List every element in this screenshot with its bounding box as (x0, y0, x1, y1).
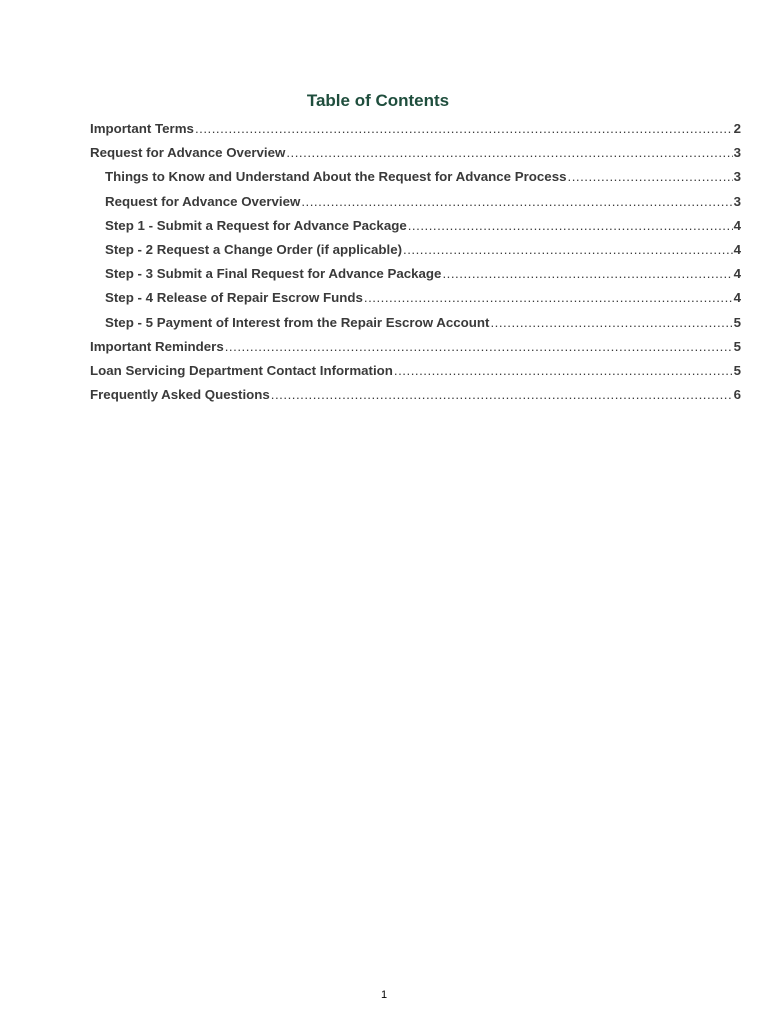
toc-dot-leader (225, 335, 733, 359)
toc-entry-label: Step - 4 Release of Repair Escrow Funds (105, 290, 363, 306)
toc-entry-important-reminders[interactable] (90, 335, 741, 359)
toc-entry-label: Step - 2 Request a Change Order (if applicable) (105, 241, 403, 257)
toc-entry-request-for-advance-overview-sub[interactable] (90, 190, 741, 214)
toc-entry-label: Frequently Asked Questions (90, 387, 270, 403)
toc-entry-step-3[interactable] (90, 262, 741, 286)
toc-entry-loan-servicing-contact[interactable] (90, 359, 741, 383)
toc-dot-leader (442, 262, 732, 286)
toc-entry-label: Step - 5 Payment of Interest from the Repair Escrow Account (105, 314, 490, 330)
toc-dot-leader (271, 383, 733, 407)
toc-entry-label: Request for Advance Overview (90, 145, 286, 161)
toc-entry-label: Loan Servicing Department Contact Information (90, 362, 393, 378)
toc-entry-page: 5 (733, 338, 741, 354)
toc-entry-label: Step 1 - Submit a Request for Advance Package (105, 217, 407, 233)
toc-entry-label: Important Reminders (90, 338, 224, 354)
toc-dot-leader (403, 238, 733, 262)
toc-entry-page: 3 (733, 193, 741, 209)
toc-entry-page: 3 (733, 169, 741, 185)
toc-entry-page: 5 (733, 362, 741, 378)
toc-dot-leader (195, 117, 733, 141)
toc-dot-leader (364, 286, 733, 310)
toc-entry-page: 4 (733, 290, 741, 306)
toc-entry-label: Request for Advance Overview (105, 193, 301, 209)
toc-title: Table of Contents (306, 91, 450, 110)
page-number: 1 (380, 989, 388, 1001)
toc-entry-label: Important Terms (90, 121, 194, 136)
toc-entry-step-4[interactable] (90, 286, 741, 310)
toc-dot-leader (568, 165, 733, 189)
toc-entry-label: Step - 3 Submit a Final Request for Advance Package (105, 266, 442, 282)
toc-entry-page: 3 (733, 145, 741, 161)
toc-entry-faq[interactable] (90, 383, 741, 407)
toc-entry-page: 2 (733, 121, 741, 136)
toc-dot-leader (408, 214, 733, 238)
toc-entry-step-5[interactable] (90, 311, 741, 335)
toc-dot-leader (286, 141, 732, 165)
toc-entry-important-terms[interactable] (90, 117, 741, 141)
toc-entry-things-to-know[interactable] (90, 165, 741, 189)
toc-entry-page: 4 (733, 241, 741, 257)
toc-dot-leader (394, 359, 733, 383)
toc-entry-page: 5 (733, 314, 741, 330)
toc-list (90, 117, 741, 407)
toc-dot-leader (490, 311, 732, 335)
toc-entry-label: Things to Know and Understand About the Request for Advance Process (105, 169, 567, 185)
toc-entry-page: 4 (733, 266, 741, 282)
toc-entry-page: 4 (733, 217, 741, 233)
toc-entry-step-1[interactable] (90, 214, 741, 238)
toc-entry-request-for-advance-overview[interactable] (90, 141, 741, 165)
toc-entry-step-2[interactable] (90, 238, 741, 262)
toc-dot-leader (301, 190, 732, 214)
toc-entry-page: 6 (733, 387, 741, 403)
